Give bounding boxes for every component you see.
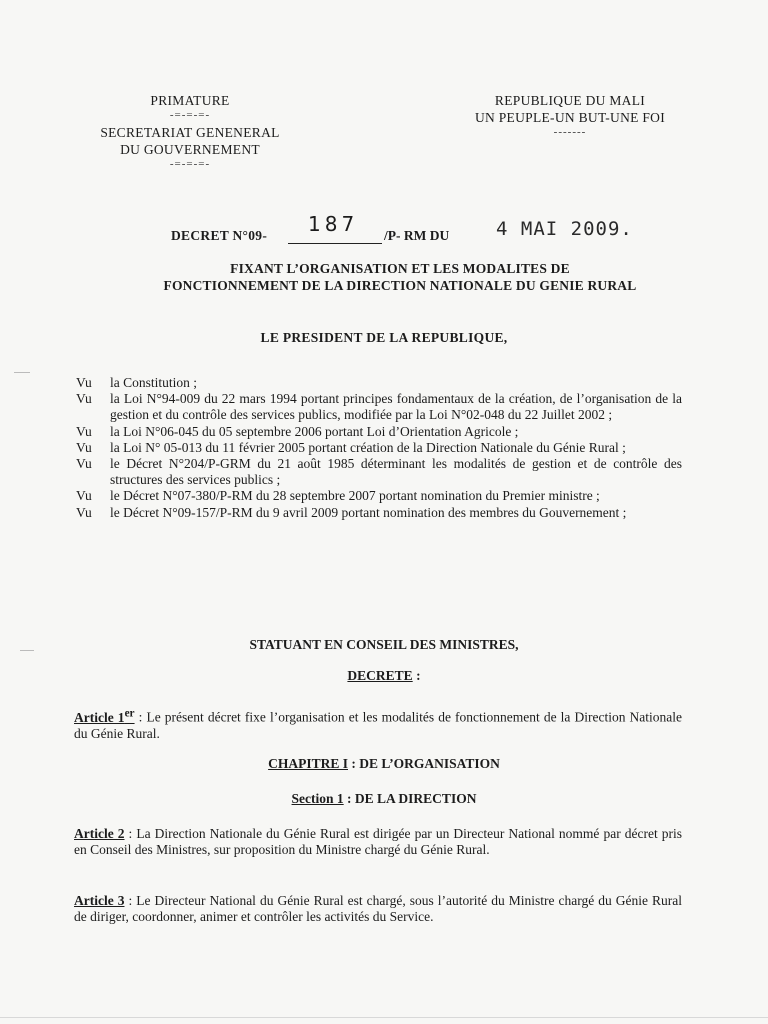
consideration-text: le Décret N°204/P-GRM du 21 août 1985 déterminant les modalités de gestion et de contrôle des structures des services publics ; <box>110 456 682 488</box>
header-left <box>60 92 320 170</box>
chapter-label: CHAPITRE I <box>268 756 348 771</box>
consideration-item <box>76 456 682 488</box>
decree-date-stamp: 4 MAI 2009. <box>496 218 633 240</box>
consideration-text: la Constitution ; <box>110 375 198 390</box>
chapter-heading <box>0 756 768 772</box>
decree-number-line <box>0 212 768 248</box>
article-1-sup: er <box>124 707 135 719</box>
scan-bottom-edge <box>0 1017 768 1018</box>
decrete-suffix: : <box>412 668 421 683</box>
article-2-label: Article 2 <box>74 826 125 841</box>
section-title: : DE LA DIRECTION <box>343 791 477 806</box>
consideration-key: Vu <box>76 504 92 520</box>
consideration-key: Vu <box>76 391 92 407</box>
article-2-text: : La Direction Nationale du Génie Rural est dirigée par un Directeur National nommé par décret pris en Conseil des Ministres, sur proposition du Ministre chargé du Génie Rural. <box>74 826 682 857</box>
article-3-label: Article 3 <box>74 893 125 908</box>
decree-suffix: /P- RM DU <box>384 228 450 243</box>
consideration-key: Vu <box>76 456 92 472</box>
chapter-title: : DE L’ORGANISATION <box>347 756 500 771</box>
article-1-label <box>74 707 135 725</box>
header-republique: REPUBLIQUE DU MALI <box>494 93 646 108</box>
consideration-key: Vu <box>76 375 92 390</box>
article-2 <box>74 826 682 858</box>
statuant-heading: STATUANT EN CONSEIL DES MINISTRES, <box>249 637 519 652</box>
consideration-key: Vu <box>76 488 92 504</box>
subject-line-2: FONCTIONNEMENT DE LA DIRECTION NATIONALE DU GENIE RURAL <box>163 278 637 293</box>
president-heading: LE PRESIDENT DE LA REPUBLIQUE, <box>260 330 508 345</box>
consideration-text: la Loi N°06-045 du 05 septembre 2006 portant Loi d’Orientation Agricole ; <box>110 423 519 439</box>
header-right <box>420 92 720 138</box>
consideration-item <box>76 488 682 504</box>
article-1-label-text: Article 1 <box>74 709 125 725</box>
considerations-list <box>76 375 682 521</box>
decree-number-underline <box>288 243 382 244</box>
decrete-label: DECRETE <box>347 668 413 683</box>
decrete-heading <box>0 668 768 684</box>
header-gouvernement: DU GOUVERNEMENT <box>120 142 260 157</box>
consideration-key: Vu <box>76 423 92 439</box>
consideration-key: Vu <box>76 439 92 455</box>
consideration-text: le Décret N°09-157/P-RM du 9 avril 2009 portant nomination des membres du Gouvernement ; <box>110 504 627 520</box>
decree-number: 187 <box>308 212 359 236</box>
decree-label: DECRET N°09- <box>171 228 268 243</box>
decree-subject <box>100 260 700 294</box>
header-right-divider: ------- <box>553 126 587 138</box>
header-secretariat: SECRETARIAT GENENERAL <box>100 125 280 140</box>
consideration-text: la Loi N°94-009 du 22 mars 1994 portant principes fondamentaux de la création, de l’organisation de la gestion et du contrôle des services publics, modifiée par la Loi N°02-048 du 22 Juillet 2002 ; <box>110 391 682 423</box>
consideration-item <box>76 440 682 456</box>
article-3 <box>74 893 682 925</box>
header-motto: UN PEUPLE-UN BUT-UNE FOI <box>474 110 666 125</box>
header-left-divider-2: -=-=-=- <box>169 158 211 170</box>
consideration-text: la Loi N° 05-013 du 11 février 2005 portant création de la Direction Nationale du Génie Rural ; <box>110 439 626 455</box>
section-heading <box>0 791 768 807</box>
subject-line-1: FIXANT L’ORGANISATION ET LES MODALITES DE <box>230 261 570 276</box>
consideration-text: le Décret N°07-380/P-RM du 28 septembre 2007 portant nomination du Premier ministre ; <box>110 488 600 504</box>
scan-margin-mark-2 <box>20 650 34 651</box>
article-3-text: : Le Directeur National du Génie Rural est chargé, sous l’autorité du Ministre chargé du Génie Rural de diriger, coordonner, animer et contrôler les activités du Service. <box>74 893 682 924</box>
article-1-text: : Le présent décret fixe l’organisation et les modalités de fonctionnement de la Direction Nationale du Génie Rural. <box>74 709 683 741</box>
header-primature: PRIMATURE <box>150 93 230 108</box>
section-label: Section 1 <box>291 791 344 806</box>
consideration-item <box>76 375 682 391</box>
header-left-divider: -=-=-=- <box>169 109 211 121</box>
scan-margin-mark <box>14 372 30 373</box>
article-1 <box>74 705 682 742</box>
consideration-item <box>76 391 682 423</box>
consideration-item <box>76 505 682 521</box>
consideration-item <box>76 424 682 440</box>
